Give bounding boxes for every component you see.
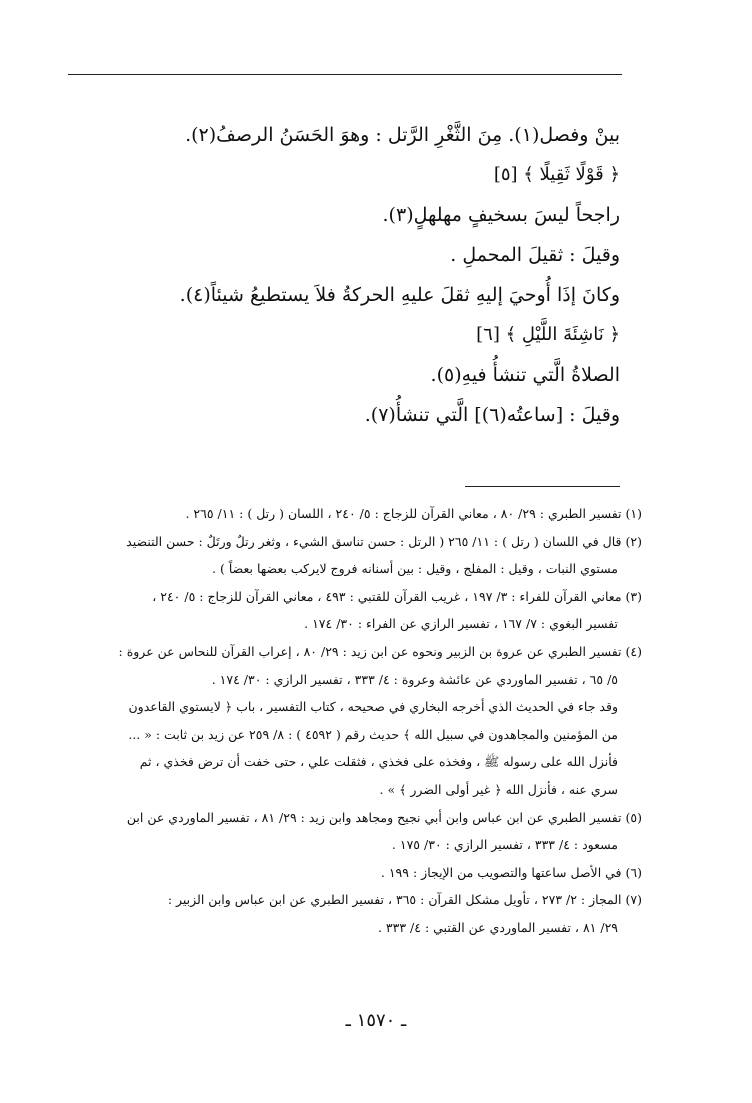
page-number: ـ ١٥٧٠ ـ [345,1010,407,1031]
footnote-line: تفسير البغوي : ٧/ ١٦٧ ، تفسير الرازي عن الفراء : ٣٠/ ١٧٤ . [304,616,618,632]
main-text [80,115,620,435]
text-line: بينْ وفصل(١). مِنَ الثَّغْرِ الرَّتل : وهوَ الحَسَنُ الرصفُ(٢). [185,124,620,146]
footnote-line: فأنزل الله على رسوله ﷺ ، وفخذه على فخذي ، فثقلت علي ، حتى خفت أن ترض فخذي ، ثم [139,754,618,770]
verse-line: ﴿ قَوْلًا ثَقِيلًا ﴾ [٥] [493,164,620,185]
footnote-line: (١) تفسير الطبري : ٢٩/ ٨٠ ، معاني القرآن للزجاج : ٥/ ٢٤٠ ، اللسان ( رتل ) : ١١/ ٢٦٥ . [185,506,642,521]
text-line: وقيلَ : [ساعتُه(٦)] الَّتي تنشأُ(٧). [364,404,620,426]
footnote-line: (٤) تفسير الطبري عن عروة بن الزبير ونحوه عن ابن زيد : ٢٩/ ٨٠ ، إعراب القرآن للنحاس عن عروة : [118,643,642,659]
footnote-line: وقد جاء في الحديث الذي أخرجه البخاري في صحيحه ، كتاب التفسير ، باب ﴿ لايستوي القاعدون [128,699,618,715]
footnote-line: (٧) المجاز : ٢/ ٢٧٣ ، تأويل مشكل القرآن : ٣٦٥ ، تفسير الطبري عن ابن عباس وابن الزبير : [167,892,642,908]
verse-line: ﴿ نَاشِئَةَ اللَّيْلِ ﴾ [٦] [476,324,620,345]
text-line: الصلاةُ الَّتي تنشأُ فيهِ(٥). [430,364,620,386]
footnote-separator [465,486,620,487]
footnote-line: مستوي النبات ، وقيل : المفلج ، وقيل : بين أسنانه فروج لايركب بعضها بعضاً ) . [212,561,618,577]
text-line: وكانَ إذَا أُوحيَ إليهِ ثقلَ عليهِ الحركةُ فلاَ يستطيعُ شيئاً(٤). [179,284,620,306]
footnote-line: (٦) في الأصل ساعتها والتصويب من الإيجاز : ١٩٩ . [380,864,642,880]
footnote-line: مسعود : ٤/ ٣٣٣ ، تفسير الرازي : ٣٠/ ١٧٥ . [391,837,618,853]
footnote-line: ٥/ ٦٥ ، تفسير الماوردي عن عائشة وعروة : ٤/ ٣٣٣ ، تفسير الرازي : ٣٠/ ١٧٤ . [211,671,618,687]
footnote-line: من المؤمنين والمجاهدون في سبيل الله ﴾ حديث رقم ( ٤٥٩٢ ) : ٨/ ٢٥٩ عن زيد بن ثابت : « ... [128,726,618,742]
top-rule [68,74,622,75]
text-line: وقيلَ : ثقيلَ المحملِ . [450,244,620,266]
footnote-line: (٢) قال في اللسان ( رتل ) : ١١/ ٢٦٥ ( الرتل : حسن تناسق الشيء ، وثغر رتلٌ ورتَلٌ : حسن التنضيد [126,533,642,549]
footnotes [112,500,642,942]
footnote-line: سري عنه ، فأنزل الله ﴿ غير أولى الضرر ﴾ » . [379,781,618,797]
footnote-line: ٢٩/ ٨١ ، تفسير الماوردي عن القتبي : ٤/ ٣٣٣ . [377,919,618,935]
text-line: راجحاً ليسَ بسخيفٍ مهلهلٍ(٣). [382,204,620,226]
footnote-line: (٣) معاني القرآن للفراء : ٣/ ١٩٧ ، غريب القرآن للقتبي : ٤٩٣ ، معاني القرآن للزجاج : ٥/ ٢٤٠ ، [152,588,642,604]
footnote-line: (٥) تفسير الطبري عن ابن عباس وابن أبي نجيح ومجاهد وابن زيد : ٢٩/ ٨١ ، تفسير الماوردي عن ابن [126,809,642,825]
